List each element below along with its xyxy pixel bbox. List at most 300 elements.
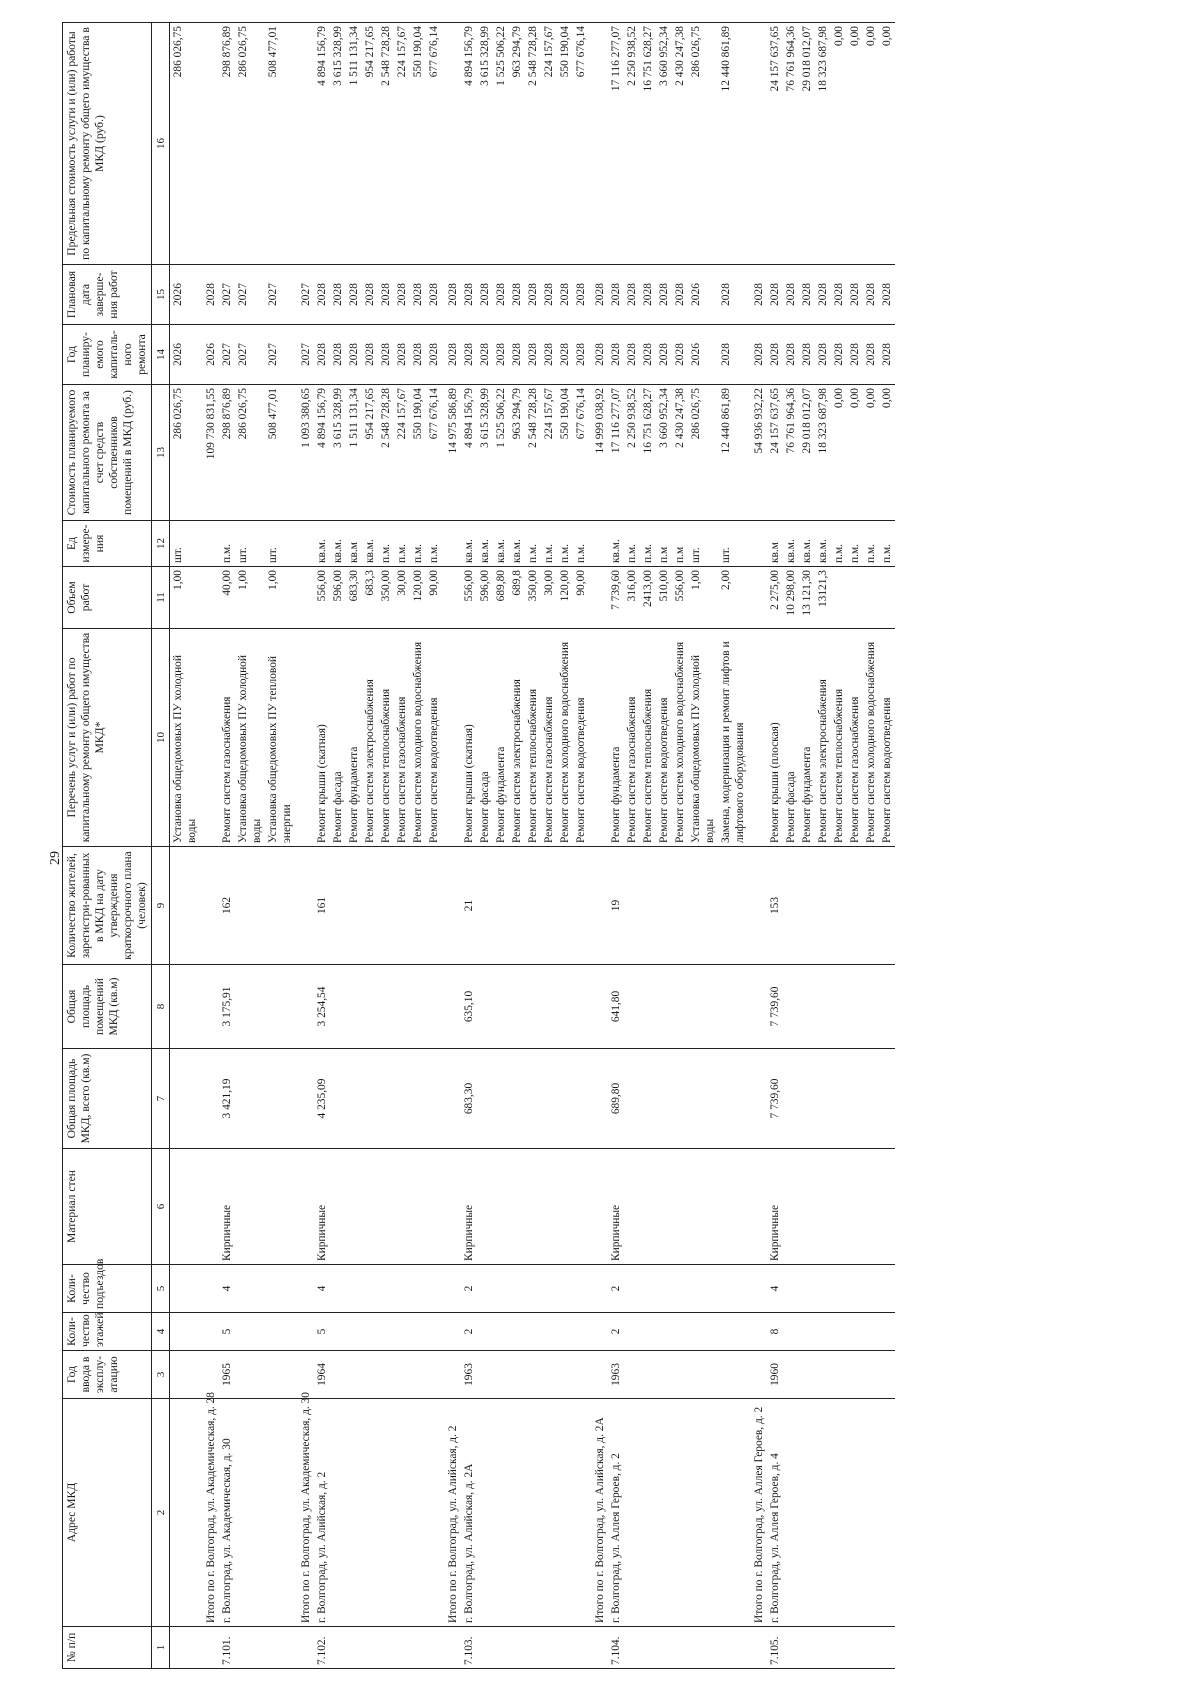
empty-cell	[509, 1627, 525, 1669]
work-cell-15: 2028	[656, 265, 672, 325]
empty-cell	[170, 1049, 201, 1149]
empty-cell	[783, 1351, 799, 1399]
empty-cell	[672, 1049, 688, 1149]
empty-cell	[783, 1399, 799, 1627]
work-row	[525, 23, 541, 1669]
empty-cell	[748, 629, 767, 847]
empty-cell	[573, 1627, 589, 1669]
work-cell-12: кв.м	[767, 521, 783, 567]
wall-material-cell: Кирпичные	[608, 1149, 624, 1265]
empty-cell	[624, 1627, 640, 1669]
empty-cell	[265, 1313, 295, 1351]
work-cell-12: п.м.	[573, 521, 589, 567]
column-header: Материал стен	[63, 1149, 152, 1265]
empty-cell	[863, 1265, 879, 1313]
empty-cell	[879, 965, 895, 1049]
total-area-cell: 689,80	[608, 1049, 624, 1149]
work-cell-15: 2028	[718, 265, 748, 325]
work-cell-15: 2028	[847, 265, 863, 325]
work-cell-14: 2027	[235, 325, 265, 385]
total-cell-15: 2028	[748, 265, 767, 325]
empty-cell	[863, 847, 879, 965]
total-address-cell: Итого по г. Волгоград, ул. Алийская, д. 2А	[589, 1399, 608, 1627]
empty-cell	[235, 847, 265, 965]
work-cell-13: 3 660 952,34	[656, 385, 672, 521]
work-cell-16: 963 294,79	[509, 23, 525, 265]
residents-cell: 153	[767, 847, 783, 965]
work-cell-14: 2028	[410, 325, 426, 385]
column-header: Объем работ	[63, 567, 152, 629]
empty-cell	[541, 1351, 557, 1399]
empty-cell	[863, 1313, 879, 1351]
work-cell-12: кв.м.	[815, 521, 831, 567]
empty-cell	[656, 1049, 672, 1149]
empty-cell	[863, 1627, 879, 1669]
empty-cell	[330, 965, 346, 1049]
empty-cell	[573, 1049, 589, 1149]
empty-cell	[362, 1399, 378, 1627]
work-cell-16: 224 157,67	[394, 23, 410, 265]
empty-cell	[265, 1265, 295, 1313]
work-cell-14: 2028	[330, 325, 346, 385]
work-cell-11: 683,30	[346, 567, 362, 629]
empty-cell	[847, 1265, 863, 1313]
work-cell-11	[847, 567, 863, 629]
empty-cell	[170, 1265, 201, 1313]
work-row	[783, 23, 799, 1669]
empty-cell	[509, 1049, 525, 1149]
residents-cell: 21	[461, 847, 477, 965]
work-cell-10: Установка общедомовых ПУ холодной воды	[170, 629, 201, 847]
work-cell-16: 3 615 328,99	[477, 23, 493, 265]
empty-cell	[394, 1149, 410, 1265]
empty-cell	[688, 847, 718, 965]
empty-cell	[200, 1265, 219, 1313]
work-cell-15: 2028	[624, 265, 640, 325]
work-cell-10: Ремонт фундамента	[493, 629, 509, 847]
empty-cell	[410, 1627, 426, 1669]
work-cell-11: 1,00	[235, 567, 265, 629]
work-cell-14: 2028	[346, 325, 362, 385]
work-cell-10: Ремонт систем холодного водоснабжения	[557, 629, 573, 847]
empty-cell	[378, 1049, 394, 1149]
work-cell-13: 963 294,79	[509, 385, 525, 521]
empty-cell	[541, 1399, 557, 1627]
work-cell-13: 2 548 728,28	[525, 385, 541, 521]
work-cell-11: 596,00	[477, 567, 493, 629]
work-cell-11: 350,00	[378, 567, 394, 629]
work-row	[624, 23, 640, 1669]
work-row	[461, 23, 477, 1669]
work-cell-15: 2027	[219, 265, 235, 325]
work-cell-14: 2028	[863, 325, 879, 385]
work-cell-13: 3 615 328,99	[330, 385, 346, 521]
work-cell-11: 683,3	[362, 567, 378, 629]
total-cell-13: 1 093 380,65	[295, 385, 314, 521]
work-cell-16: 2 250 938,52	[624, 23, 640, 265]
empty-cell	[442, 1627, 461, 1669]
total-address-cell: Итого по г. Волгоград, ул. Академическая, д. 28	[200, 1399, 219, 1627]
work-cell-12: п.м.	[557, 521, 573, 567]
empty-cell	[815, 1627, 831, 1669]
work-cell-15: 2028	[541, 265, 557, 325]
empty-cell	[477, 1627, 493, 1669]
empty-cell	[589, 521, 608, 567]
work-cell-13: 0,00	[847, 385, 863, 521]
empty-cell	[718, 1049, 748, 1149]
empty-cell	[573, 1399, 589, 1627]
empty-cell	[442, 1149, 461, 1265]
column-header: Общая площадь МКД, всего (кв.м)	[63, 1049, 152, 1149]
work-row	[219, 23, 235, 1669]
entrances-cell: 4	[314, 1265, 330, 1313]
empty-cell	[394, 1399, 410, 1627]
work-cell-10: Ремонт систем холодного водоснабжения	[410, 629, 426, 847]
empty-cell	[477, 847, 493, 965]
work-cell-16: 4 894 156,79	[461, 23, 477, 265]
empty-cell	[442, 23, 461, 265]
work-cell-15: 2028	[314, 265, 330, 325]
empty-cell	[362, 1313, 378, 1351]
empty-cell	[688, 1049, 718, 1149]
work-cell-15: 2028	[477, 265, 493, 325]
work-cell-13: 0,00	[879, 385, 895, 521]
column-header: Коли-чество этажей	[63, 1313, 152, 1351]
empty-cell	[640, 1149, 656, 1265]
empty-cell	[672, 847, 688, 965]
work-cell-10: Ремонт фасада	[783, 629, 799, 847]
work-cell-11: 1,00	[688, 567, 718, 629]
empty-cell	[330, 1265, 346, 1313]
empty-cell	[378, 1265, 394, 1313]
work-cell-13: 224 157,67	[541, 385, 557, 521]
work-cell-15: 2028	[640, 265, 656, 325]
empty-cell	[624, 1313, 640, 1351]
work-cell-15: 2028	[362, 265, 378, 325]
work-cell-15: 2028	[557, 265, 573, 325]
work-cell-16: 550 190,04	[410, 23, 426, 265]
total-cell-15: 2027	[295, 265, 314, 325]
total-cell-13: 14 999 038,92	[589, 385, 608, 521]
work-row	[656, 23, 672, 1669]
empty-cell	[330, 1351, 346, 1399]
empty-cell	[394, 965, 410, 1049]
work-row	[493, 23, 509, 1669]
work-cell-11: 120,00	[410, 567, 426, 629]
work-cell-16: 18 323 687,98	[815, 23, 831, 265]
work-cell-11	[879, 567, 895, 629]
empty-cell	[200, 1149, 219, 1265]
total-row	[748, 23, 767, 1669]
empty-cell	[525, 1399, 541, 1627]
empty-cell	[748, 1627, 767, 1669]
empty-cell	[799, 1627, 815, 1669]
empty-cell	[748, 521, 767, 567]
work-cell-11: 2 275,00	[767, 567, 783, 629]
work-cell-13: 286 026,75	[170, 385, 201, 521]
empty-cell	[170, 1627, 201, 1669]
empty-cell	[378, 965, 394, 1049]
total-area-cell: 7 739,60	[767, 1049, 783, 1149]
work-cell-13: 1 511 131,34	[346, 385, 362, 521]
work-cell-14: 2028	[815, 325, 831, 385]
work-cell-14: 2028	[608, 325, 624, 385]
empty-cell	[426, 1351, 442, 1399]
empty-cell	[442, 521, 461, 567]
empty-cell	[394, 1351, 410, 1399]
empty-cell	[557, 847, 573, 965]
work-cell-15: 2028	[426, 265, 442, 325]
empty-cell	[442, 629, 461, 847]
empty-cell	[815, 1265, 831, 1313]
empty-cell	[493, 1265, 509, 1313]
empty-cell	[330, 847, 346, 965]
column-number: 8	[152, 965, 170, 1049]
column-number: 4	[152, 1313, 170, 1351]
empty-cell	[863, 1399, 879, 1627]
empty-cell	[525, 1351, 541, 1399]
empty-cell	[493, 965, 509, 1049]
empty-cell	[295, 965, 314, 1049]
empty-cell	[295, 1049, 314, 1149]
work-row	[362, 23, 378, 1669]
work-cell-11: 316,00	[624, 567, 640, 629]
work-cell-11: 2,00	[718, 567, 748, 629]
empty-cell	[477, 1265, 493, 1313]
work-cell-12: п.м.	[219, 521, 235, 567]
empty-cell	[235, 1399, 265, 1627]
empty-cell	[265, 1351, 295, 1399]
empty-cell	[509, 1313, 525, 1351]
empty-cell	[799, 1399, 815, 1627]
empty-cell	[525, 1149, 541, 1265]
empty-cell	[557, 1265, 573, 1313]
empty-cell	[265, 1149, 295, 1265]
empty-cell	[589, 23, 608, 265]
work-cell-11: 10 298,00	[783, 567, 799, 629]
empty-cell	[509, 1265, 525, 1313]
empty-cell	[589, 1049, 608, 1149]
empty-cell	[573, 1351, 589, 1399]
work-cell-12: кв.м.	[608, 521, 624, 567]
work-cell-15: 2028	[461, 265, 477, 325]
work-row	[608, 23, 624, 1669]
empty-cell	[330, 1049, 346, 1149]
empty-cell	[410, 1049, 426, 1149]
floors-cell: 8	[767, 1313, 783, 1351]
empty-cell	[442, 1313, 461, 1351]
empty-cell	[295, 629, 314, 847]
empty-cell	[748, 1265, 767, 1313]
work-cell-16: 3 660 952,34	[656, 23, 672, 265]
address-cell: г. Волгоград, ул. Алийская, д. 2	[314, 1399, 330, 1627]
work-cell-14: 2026	[688, 325, 718, 385]
capital-repair-table	[62, 22, 895, 1669]
empty-cell	[831, 1351, 847, 1399]
work-cell-13: 2 430 247,38	[672, 385, 688, 521]
column-header: Год планиру-емого капиталь-ного ремонта	[63, 325, 152, 385]
work-cell-11: 120,00	[557, 567, 573, 629]
work-row	[330, 23, 346, 1669]
empty-cell	[688, 965, 718, 1049]
empty-cell	[235, 1149, 265, 1265]
work-cell-12: кв.м.	[799, 521, 815, 567]
row-number: 7.101.	[219, 1627, 235, 1669]
empty-cell	[200, 567, 219, 629]
empty-cell	[378, 1399, 394, 1627]
empty-cell	[394, 1265, 410, 1313]
work-cell-13: 298 876,89	[219, 385, 235, 521]
empty-cell	[346, 1351, 362, 1399]
work-row	[426, 23, 442, 1669]
empty-cell	[863, 1149, 879, 1265]
empty-cell	[362, 1627, 378, 1669]
work-cell-13: 508 477,01	[265, 385, 295, 521]
empty-cell	[748, 1049, 767, 1149]
work-cell-13: 2 250 938,52	[624, 385, 640, 521]
wall-material-cell: Кирпичные	[767, 1149, 783, 1265]
rooms-area-cell: 3 175,91	[219, 965, 235, 1049]
empty-cell	[295, 521, 314, 567]
work-row	[573, 23, 589, 1669]
empty-cell	[831, 1149, 847, 1265]
work-cell-10: Ремонт систем холодного водоснабжения	[672, 629, 688, 847]
work-row	[767, 23, 783, 1669]
total-area-cell: 3 421,19	[219, 1049, 235, 1149]
empty-cell	[815, 1351, 831, 1399]
empty-cell	[815, 965, 831, 1049]
total-address-cell: Итого по г. Волгоград, ул. Аллея Героев, д. 2	[748, 1399, 767, 1627]
empty-cell	[477, 1399, 493, 1627]
work-row	[235, 23, 265, 1669]
empty-cell	[235, 1049, 265, 1149]
total-cell-15: 2028	[442, 265, 461, 325]
work-row	[509, 23, 525, 1669]
work-cell-15: 2028	[410, 265, 426, 325]
work-cell-10: Установка общедомовых ПУ холодной воды	[235, 629, 265, 847]
empty-cell	[509, 1399, 525, 1627]
empty-cell	[624, 1049, 640, 1149]
work-cell-16: 16 751 628,27	[640, 23, 656, 265]
empty-cell	[170, 847, 201, 965]
empty-cell	[783, 1627, 799, 1669]
empty-cell	[477, 1049, 493, 1149]
work-row	[170, 23, 201, 1669]
work-cell-10: Ремонт систем холодного водоснабжения	[863, 629, 879, 847]
wall-material-cell: Кирпичные	[314, 1149, 330, 1265]
empty-cell	[624, 1265, 640, 1313]
work-row	[541, 23, 557, 1669]
work-cell-13: 677 676,14	[573, 385, 589, 521]
work-cell-15: 2028	[879, 265, 895, 325]
empty-cell	[589, 567, 608, 629]
column-number: 3	[152, 1351, 170, 1399]
work-cell-10: Ремонт систем водоотведения	[426, 629, 442, 847]
work-cell-11: 556,00	[672, 567, 688, 629]
empty-cell	[557, 1313, 573, 1351]
empty-cell	[200, 965, 219, 1049]
work-cell-11: 90,00	[573, 567, 589, 629]
year-cell: 1963	[461, 1351, 477, 1399]
work-cell-10: Ремонт фундамента	[346, 629, 362, 847]
empty-cell	[200, 629, 219, 847]
total-area-cell: 4 235,09	[314, 1049, 330, 1149]
address-cell: г. Волгоград, ул. Алийская, д. 2А	[461, 1399, 477, 1627]
empty-cell	[847, 1049, 863, 1149]
work-cell-11: 2413,00	[640, 567, 656, 629]
year-cell: 1960	[767, 1351, 783, 1399]
empty-cell	[235, 965, 265, 1049]
work-cell-16: 224 157,67	[541, 23, 557, 265]
empty-cell	[541, 1049, 557, 1149]
work-cell-16: 0,00	[879, 23, 895, 265]
empty-cell	[410, 1399, 426, 1627]
empty-cell	[493, 1149, 509, 1265]
empty-cell	[541, 1149, 557, 1265]
work-cell-13: 677 676,14	[426, 385, 442, 521]
work-cell-13: 1 525 506,22	[493, 385, 509, 521]
empty-cell	[688, 1399, 718, 1627]
empty-cell	[815, 847, 831, 965]
empty-cell	[541, 847, 557, 965]
empty-cell	[200, 521, 219, 567]
empty-cell	[426, 1399, 442, 1627]
empty-cell	[362, 1049, 378, 1149]
empty-cell	[748, 1149, 767, 1265]
empty-cell	[672, 1399, 688, 1627]
work-cell-14: 2027	[219, 325, 235, 385]
total-row	[295, 23, 314, 1669]
empty-cell	[362, 965, 378, 1049]
total-row	[442, 23, 461, 1669]
empty-cell	[426, 847, 442, 965]
empty-cell	[718, 1313, 748, 1351]
work-cell-12: п.м.	[410, 521, 426, 567]
empty-cell	[170, 1351, 201, 1399]
work-cell-10: Ремонт систем электроснабжения	[815, 629, 831, 847]
empty-cell	[573, 965, 589, 1049]
work-cell-13: 12 440 861,89	[718, 385, 748, 521]
empty-cell	[346, 1399, 362, 1627]
empty-cell	[493, 1351, 509, 1399]
row-number: 7.104.	[608, 1627, 624, 1669]
work-cell-16: 286 026,75	[235, 23, 265, 265]
empty-cell	[863, 965, 879, 1049]
work-cell-12: кв.м.	[493, 521, 509, 567]
work-cell-14: 2028	[493, 325, 509, 385]
empty-cell	[426, 1265, 442, 1313]
column-header: № п/п	[63, 1627, 152, 1669]
empty-cell	[378, 1627, 394, 1669]
column-number: 11	[152, 567, 170, 629]
work-cell-12: кв.м.	[783, 521, 799, 567]
work-cell-14: 2028	[477, 325, 493, 385]
empty-cell	[477, 1313, 493, 1351]
empty-cell	[477, 1149, 493, 1265]
empty-cell	[525, 1627, 541, 1669]
work-cell-10: Ремонт систем теплоснабжения	[640, 629, 656, 847]
empty-cell	[589, 965, 608, 1049]
work-cell-14: 2028	[541, 325, 557, 385]
empty-cell	[799, 1351, 815, 1399]
work-cell-10: Ремонт фасада	[330, 629, 346, 847]
work-cell-12: кв.м.	[477, 521, 493, 567]
empty-cell	[799, 1149, 815, 1265]
work-row	[815, 23, 831, 1669]
empty-cell	[640, 1351, 656, 1399]
floors-cell: 5	[314, 1313, 330, 1351]
empty-cell	[863, 1351, 879, 1399]
